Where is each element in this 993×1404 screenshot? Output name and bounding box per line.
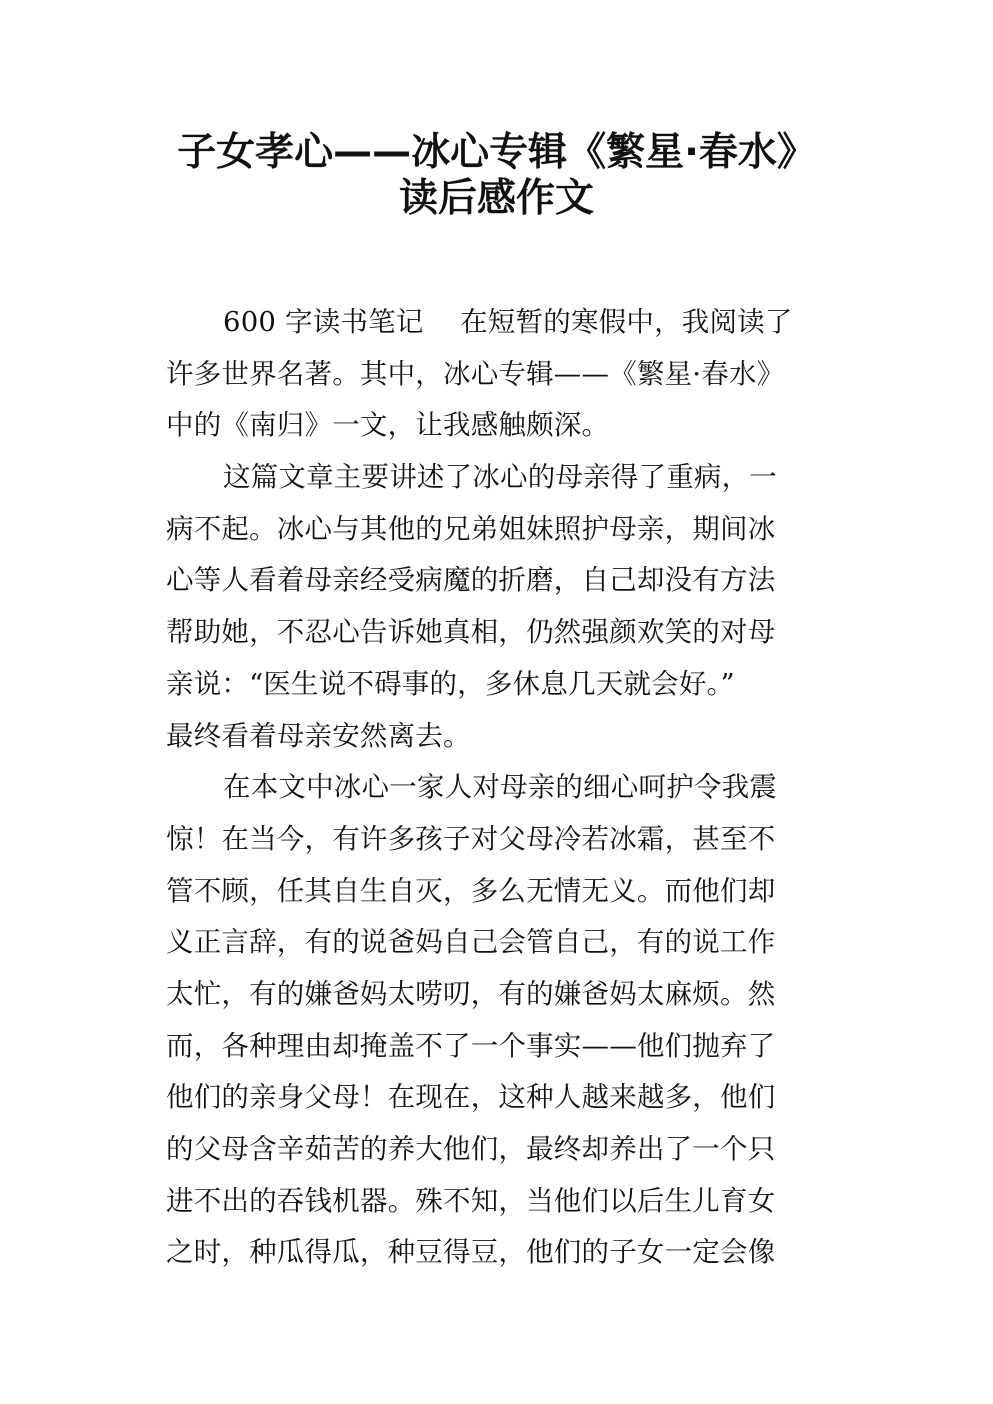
document-title-line-1: 子女孝心——冰心专辑《繁星·春水》 (177, 130, 816, 175)
paragraph-line: 病不起。冰心与其他的兄弟姐妹照护母亲，期间冰 (166, 512, 776, 545)
paragraph-line: 之时，种瓜得瓜，种豆得豆，他们的子女一定会像 (166, 1236, 776, 1269)
paragraph-line: 而，各种理由却掩盖不了一个事实——他们抛弃了 (166, 1029, 776, 1062)
paragraph-line: 帮助她，不忍心告诉她真相，仍然强颜欢笑的对母 (166, 616, 776, 649)
paragraph-line: 最终看着母亲安然离去。 (166, 719, 471, 752)
paragraph-line: 许多世界名著。其中，冰心专辑——《繁星·春水》 (166, 357, 785, 390)
paragraph-line: 600 字读书笔记 在短暂的寒假中，我阅读了 (223, 306, 793, 338)
paragraph-line: 管不顾，任其自生自灭，多么无情无义。而他们却 (166, 874, 776, 907)
paragraph-line: 亲说：“医生说不碍事的，多休息几天就会好。” (166, 667, 735, 700)
paragraph-line: 进不出的吞钱机器。殊不知，当他们以后生儿育女 (166, 1184, 776, 1217)
paragraph-line: 的父母含辛茹苦的养大他们，最终却养出了一个只 (166, 1133, 776, 1165)
paragraph-line: 这篇文章主要讲述了冰心的母亲得了重病，一 (223, 461, 777, 494)
document-title-line-2: 读后感作文 (398, 176, 594, 221)
paragraph-line: 心等人看着母亲经受病魔的折磨，自己却没有方法 (166, 564, 776, 597)
paragraph-line: 在本文中冰心一家人对母亲的细心呵护令我震 (223, 771, 777, 804)
document-body (166, 300, 836, 1282)
paragraph-line: 他们的亲身父母！在现在，这种人越来越多，他们 (166, 1081, 776, 1114)
paragraph-line: 惊！在当今，有许多孩子对父母冷若冰霜，甚至不 (166, 822, 776, 855)
paragraph-line: 义正言辞，有的说爸妈自己会管自己，有的说工作 (166, 926, 776, 959)
paragraph-line: 中的《南归》一文，让我感触颇深。 (166, 409, 610, 442)
paragraph-line: 太忙，有的嫌爸妈太唠叨，有的嫌爸妈太麻烦。然 (166, 977, 776, 1010)
